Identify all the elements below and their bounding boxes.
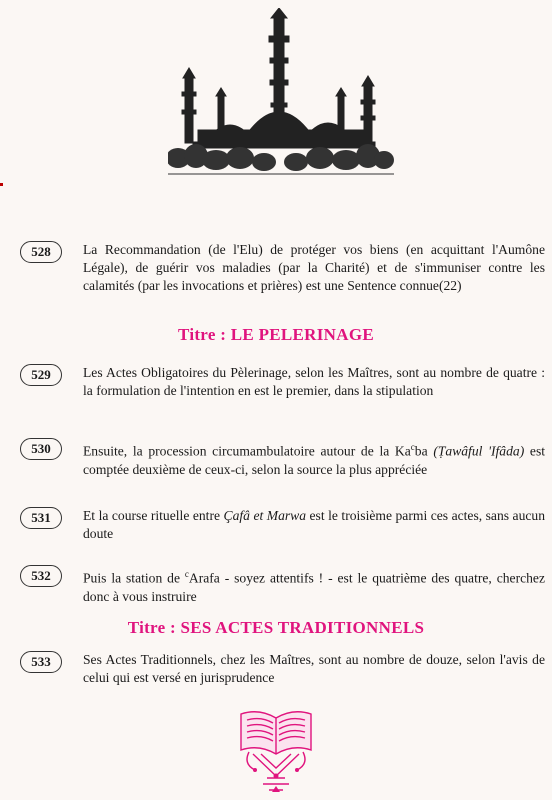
text-part: est le troisième parmi ces actes, sans aucun doute: [83, 508, 545, 541]
title-text: SES ACTES TRADITIONNELS: [180, 618, 425, 637]
verse-text: [83, 438, 545, 479]
text-part: Et la course rituelle entre: [83, 508, 224, 523]
verse-text: Ses Actes Traditionnels, chez les Maîtres, sont au nombre de douze, selon l'avis de celui qui est versé en jurisprudence: [83, 652, 545, 685]
verse-number: 530: [20, 438, 62, 460]
verse-text: [83, 565, 545, 606]
section-title-actes-traditionnels: [0, 618, 552, 638]
text-part: Arafa - soyez attentifs ! - est le quatrième des quatre, cherchez donc à vous instruire: [83, 570, 545, 604]
ayn-superscript: c: [410, 442, 415, 452]
transliteration: Çafâ et Marwa: [223, 508, 307, 523]
title-text: LE PELERINAGE: [230, 325, 374, 344]
open-book-icon: [233, 706, 319, 796]
title-label: Titre: [127, 618, 166, 637]
verse-text: La Recommandation (de l'Elu) de protéger vos biens (en acquittant l'Aumône Légale), de guérir vos maladies (par la Charité) et de s'immuniser contre les calamités (par les invocations et prières) est une Sentence connue(22): [83, 242, 545, 293]
transliteration: (Ṭawâful 'Ifâda): [433, 443, 525, 459]
text-part: ba: [414, 443, 434, 459]
verse-number: 528: [20, 241, 62, 263]
verse-number: 532: [20, 565, 62, 587]
text-part: est comptée deuxième de ceux-ci, selon la source la plus appréciée: [83, 443, 546, 477]
text-part: Ensuite, la procession circumambulatoire autour de la Ka: [83, 443, 411, 459]
verse-number: 529: [20, 364, 62, 386]
text-part: Puis la station de: [83, 570, 185, 586]
section-title-pelerinage: [0, 325, 552, 345]
margin-mark: [0, 183, 3, 186]
mosque-illustration: [168, 8, 394, 188]
verse-number: 533: [20, 651, 62, 673]
title-label: Titre: [177, 325, 216, 344]
title-separator: :: [165, 618, 181, 637]
verse-text: Les Actes Obligatoires du Pèlerinage, selon les Maîtres, sont au nombre de quatre : la formulation de l'intention en est le premier, dans la stipulation: [83, 365, 545, 398]
verse-number: 531: [20, 507, 62, 529]
title-separator: :: [215, 325, 231, 344]
verse-text: [83, 507, 545, 543]
ayn-superscript: c: [184, 569, 189, 579]
